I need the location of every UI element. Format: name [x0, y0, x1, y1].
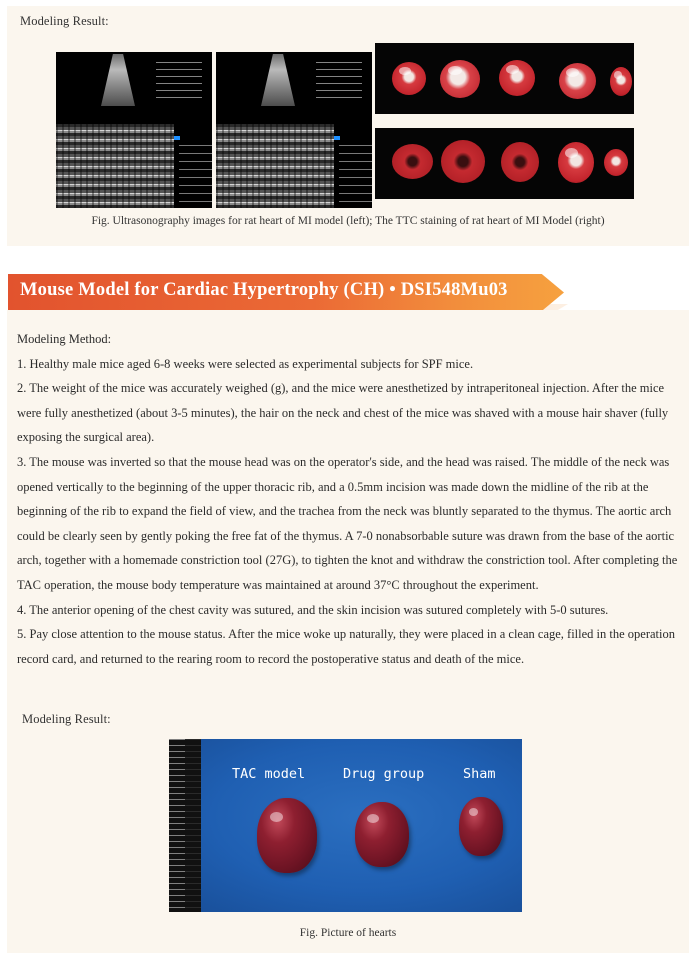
label-drug-group: Drug group	[343, 766, 425, 782]
section-title: Mouse Model for Cardiac Hypertrophy (CH) • DSI548Mu03	[20, 280, 508, 300]
heart-slice	[559, 63, 596, 99]
heart-slice	[440, 60, 480, 98]
modeling-result-heading: Modeling Result:	[20, 14, 109, 28]
echo-measurement-list	[179, 140, 212, 206]
figure-caption: Fig. Picture of hearts	[299, 927, 397, 939]
heart-slice	[392, 62, 426, 95]
hearts-photo	[169, 739, 522, 912]
echo-measurement-list	[339, 140, 372, 206]
ttc-staining-image-bottom	[375, 128, 634, 199]
method-step: 1. Healthy male mice aged 6-8 weeks were selected as experimental subjects for SPF mice.	[17, 356, 474, 371]
heart-slice	[604, 149, 628, 176]
label-tac-model: TAC model	[232, 766, 306, 782]
echo-parameter-readout	[316, 58, 362, 98]
heart-tac-model	[257, 798, 317, 873]
heart-slice	[441, 140, 485, 183]
heart-sham	[459, 797, 503, 856]
label-sham: Sham	[463, 766, 496, 782]
method-step: 3. The mouse was inverted so that the mouse head was on the operator's side, and the head was raised. The middle of the neck was opened vertically to the beginning of the upper thoracic rib, and a 0.5mm incision was made down the midline of the rib at the beginning of the rib to expand the field of view, and the trachea from the neck was bluntly separated to the thymus. The aortic arch could be clearly seen by gently poking the free fat of the thymus. A 7-0 nonabsorbable suture was drawn from the base of the aortic arch, together with a homemade constriction tool (27G), to tighten the knot and withdraw the constriction tool. After completing the TAC operation, the mouse body temperature was maintained at around 37°C throughout the experiment.	[17, 454, 678, 592]
scale-ruler	[169, 739, 201, 912]
m-mode-trace	[216, 124, 334, 208]
heart-slice	[558, 142, 594, 183]
heart-drug-group	[355, 802, 409, 867]
heart-slice	[610, 67, 632, 96]
ttc-staining-image-top	[375, 43, 634, 114]
m-mode-trace	[56, 124, 174, 208]
modeling-method	[17, 327, 679, 671]
mi-result-panel	[7, 6, 689, 246]
method-step: 2. The weight of the mice was accurately weighed (g), and the mice were anesthetized by intraperitoneal injection. After the mice were fully anesthetized (about 3-5 minutes), the hair on the neck and chest of the mice was shaved with a mouse hair shaver (fully exposing the surgical area).	[17, 381, 669, 445]
modeling-method-heading: Modeling Method:	[17, 332, 112, 346]
figure-caption: Fig. Ultrasonography images for rat heart of MI model (left); The TTC staining of rat heart of MI Model (right)	[91, 215, 605, 227]
modeling-result-heading: Modeling Result:	[22, 712, 111, 726]
heart-slice	[499, 60, 535, 96]
heart-slice	[392, 144, 433, 179]
method-step: 4. The anterior opening of the chest cavity was sutured, and the skin incision was sutured completely with 5-0 sutures.	[17, 602, 609, 617]
echo-sector	[261, 54, 295, 106]
echo-parameter-readout	[156, 58, 202, 98]
method-step: 5. Pay close attention to the mouse status. After the mice woke up naturally, they were placed in a clean cage, filled in the operation record card, and returned to the rearing room to record the postoperative status and death of the mice.	[17, 627, 675, 666]
ultrasonography-image-right	[216, 52, 372, 208]
ultrasonography-image-left	[56, 52, 212, 208]
heart-slice	[501, 142, 539, 182]
echo-sector	[101, 54, 135, 106]
